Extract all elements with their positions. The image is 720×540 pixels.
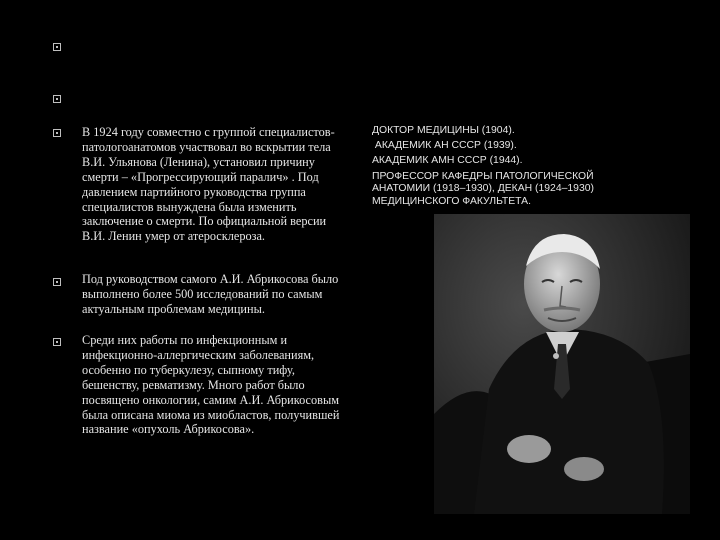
title-line: АНАТОМИИ (1918–1930), ДЕКАН (1924–1930) — [372, 182, 594, 194]
portrait-figure — [434, 214, 690, 514]
bullet-text-topics: Среди них работы по инфекционным и инфекционно-аллергическим заболеваниям, особенно по туберкулезу, сыпному тифу, бешенству, ревматизму. Много работ было посвящено онкологии, самим А.И. Абрикосовым была описана миома из миобластов, получившей название «опухоль Абрикосова». — [82, 333, 340, 437]
bullet-text-research: Под руководством самого А.И. Абрикосова было выполнено более 500 исследований по самым актуальным проблемам медицины. — [82, 272, 339, 316]
academic-titles — [372, 123, 672, 208]
title-line: ДОКТОР МЕДИЦИНЫ (1904). — [372, 125, 515, 136]
title-line: МЕДИЦИНСКОГО ФАКУЛЬТЕТА. — [372, 195, 532, 207]
square-bullet-icon — [53, 278, 61, 286]
title-line: АКАДЕМИК АН СССР (1939). — [372, 140, 517, 152]
title-line: АКАДЕМИК АМН СССР (1944). — [372, 155, 523, 167]
square-bullet-icon — [53, 43, 61, 51]
bullet-text-autopsy: В 1924 году совместно с группой специалистов-патологоанатомов участвовал во вскрытии тела В.И. Ульянова (Ленина), установил причину смерти – «Прогрессирующий паралич» . Под давлением партийного руководства группа специалистов вынуждена была изменить заключение о смерти. По официальной версии В.И. Ленин умер от атеросклероза. — [82, 125, 335, 244]
square-bullet-icon — [53, 338, 61, 346]
title-line: ПРОФЕССОР КАФЕДРЫ ПАТОЛОГИЧЕСКОЙ — [372, 170, 594, 182]
square-bullet-icon — [53, 129, 61, 137]
portrait-photo — [434, 214, 690, 514]
square-bullet-icon — [53, 95, 61, 103]
